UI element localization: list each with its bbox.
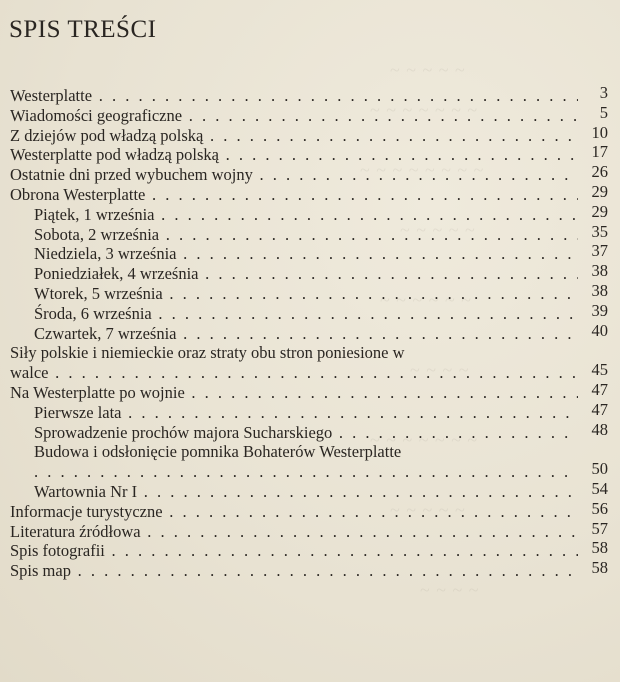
toc-entry[interactable] <box>10 102 608 126</box>
toc-entry-page: 38 <box>591 280 608 300</box>
toc-entry-continuation[interactable] <box>10 360 608 383</box>
toc-entry[interactable] <box>10 83 608 106</box>
toc-subentry[interactable] <box>10 320 608 344</box>
toc-entry[interactable] <box>10 498 608 522</box>
toc-subentry-continuation[interactable] <box>10 459 608 482</box>
toc-entry-page: 45 <box>591 360 608 380</box>
toc-entry[interactable] <box>10 538 608 561</box>
toc-entry[interactable] <box>10 343 608 363</box>
toc-entry-title <box>10 462 578 482</box>
toc-entry-title: Ostatnie dni przed wybuchem wojny . . . <box>10 165 578 185</box>
toc-entry-page: 54 <box>591 478 608 498</box>
toc-entry[interactable] <box>10 558 608 581</box>
toc-entry-title: Sprowadzenie prochów majora Sucharskiego . . . <box>10 423 578 443</box>
toc-entry[interactable] <box>10 181 608 205</box>
book-page: ~ ~ ~ ~ ~ ~ ~ ~ ~ ~ ~ ~ ~ ~ ~ ~ ~ ~ ~ ~ ~ ~ ~ ~ ~ ~ ~ ~ ~ ~ ~ ~ ~ ~ ~ ~ ~ ~ ~ ~ ~ ~ ~ ~ ~ ~ ~ ~ ~ ~ ~ SPIS TREŚCI Westerplatte . . . 3 Wiadomości geograficzne . . . 5 Z dziejów pod władzą polską . . . 10 Westerplatte pod władzą polską . . . 17 Ostatnie dni przed wybuchem wojny . . . 26 Obrona Westerplatte . . . 29 Piątek, 1 września . . . 29 Sobota, 2 września . . . 35 Niedziela, 3 września . . . 37 Poniedziałek, 4 września . . . 38 Wtorek, 5 września . . . 38 Środa, 6 września . . . 39 Czwartek, 7 września . . . 40 Siły polskie i niemieckie oraz straty obu stron poniesione w walce . . . 45 Na Westerplatte po wojnie . . . 47 Pierwsze lata . . . 47 Sprowadzenie prochów majora Sucharskiego . . . 48 Budowa i odsłonięcie pomnika Bohaterów Westerplatte . . . 50 Wartownia Nr I . . . 54 Informacje turystyczne . . . 56 Literatura źródłowa . . . 57 Spis fotografii . . . 58 Spis map . . . 58 <box>0 0 620 682</box>
toc-entry-title: Spis fotografii . . . <box>10 541 578 561</box>
toc-entry-title: Poniedziałek, 4 września . . . <box>10 264 578 284</box>
toc-entry-page: 29 <box>591 181 608 201</box>
toc-entry-page: 38 <box>591 261 608 281</box>
toc-entry-title: Budowa i odsłonięcie pomnika Bohaterów Westerplatte <box>34 442 402 462</box>
toc-subentry[interactable] <box>10 241 608 264</box>
toc-entry-page: 10 <box>591 122 608 142</box>
toc-entry-title: Sobota, 2 września . . . <box>10 225 578 245</box>
toc-entry[interactable] <box>10 518 608 542</box>
toc-entry-title: Informacje turystyczne . . . <box>10 502 578 522</box>
toc-entry-title: Siły polskie i niemieckie oraz straty obu stron poniesione w <box>10 343 405 363</box>
toc-entry-title: Obrona Westerplatte . . . <box>10 185 578 205</box>
toc-entry-page: 3 <box>599 83 608 102</box>
toc-subentry[interactable] <box>10 419 608 443</box>
toc-entry-page: 5 <box>599 102 608 122</box>
toc-entry-title: Niedziela, 3 września . . . <box>10 244 578 264</box>
toc-entry[interactable] <box>10 162 608 185</box>
toc-entry-title: Literatura źródłowa . . . <box>10 522 578 542</box>
toc-entry-title: Pierwsze lata . . . <box>10 403 578 423</box>
toc-entry-title: Westerplatte . . . <box>10 86 578 106</box>
toc-entry-page: 58 <box>591 558 608 578</box>
toc-entry-page: 26 <box>591 162 608 182</box>
toc-entry-page: 29 <box>591 201 608 221</box>
toc-entry-page: 56 <box>591 498 608 518</box>
toc-subentry[interactable] <box>10 201 608 225</box>
toc-subentry[interactable] <box>10 261 608 284</box>
toc-entry-title: Środa, 6 września . . . <box>10 304 578 324</box>
toc-entry-title: walce . . . <box>10 363 578 383</box>
toc-subentry[interactable] <box>10 221 608 245</box>
toc-entry-title: Czwartek, 7 września . . . <box>10 324 578 344</box>
toc-subentry[interactable] <box>10 300 608 324</box>
toc-entry-page: 50 <box>591 459 608 479</box>
page-title: SPIS TREŚCI <box>9 16 157 43</box>
toc-subentry[interactable] <box>10 478 608 502</box>
toc-entry-title: Spis map . . . <box>10 561 578 581</box>
toc-entry-page: 47 <box>591 379 608 399</box>
toc-entry-title: Na Westerplatte po wojnie . . . <box>10 383 578 403</box>
toc-entry-page: 58 <box>591 538 608 558</box>
toc-subentry[interactable] <box>10 280 608 304</box>
toc-entry-page: 35 <box>591 221 608 241</box>
toc-subentry[interactable] <box>10 442 608 462</box>
toc-entry-title: Z dziejów pod władzą polską . . . <box>10 126 578 146</box>
toc-entry-page: 37 <box>591 241 608 261</box>
toc-entry-title: Wartownia Nr I . . . <box>10 482 578 502</box>
toc-entry-page: 57 <box>591 518 608 538</box>
toc-subentry[interactable] <box>10 399 608 423</box>
toc-entry-title: Piątek, 1 września . . . <box>10 205 578 225</box>
toc-entry-page: 47 <box>591 399 608 419</box>
toc-entry-page: 39 <box>591 300 608 320</box>
toc-entry[interactable] <box>10 122 608 146</box>
toc-entry-page: 48 <box>591 419 608 439</box>
toc-entry[interactable] <box>10 379 608 403</box>
toc-entry[interactable] <box>10 142 608 165</box>
toc-entry-page: 40 <box>591 320 608 340</box>
toc-entry-title: Wtorek, 5 września . . . <box>10 284 578 304</box>
toc-entry-title: Westerplatte pod władzą polską . . . <box>10 145 578 165</box>
toc-entry-title: Wiadomości geograficzne . . . <box>10 106 578 126</box>
table-of-contents <box>10 83 608 581</box>
toc-entry-page: 17 <box>591 142 608 162</box>
